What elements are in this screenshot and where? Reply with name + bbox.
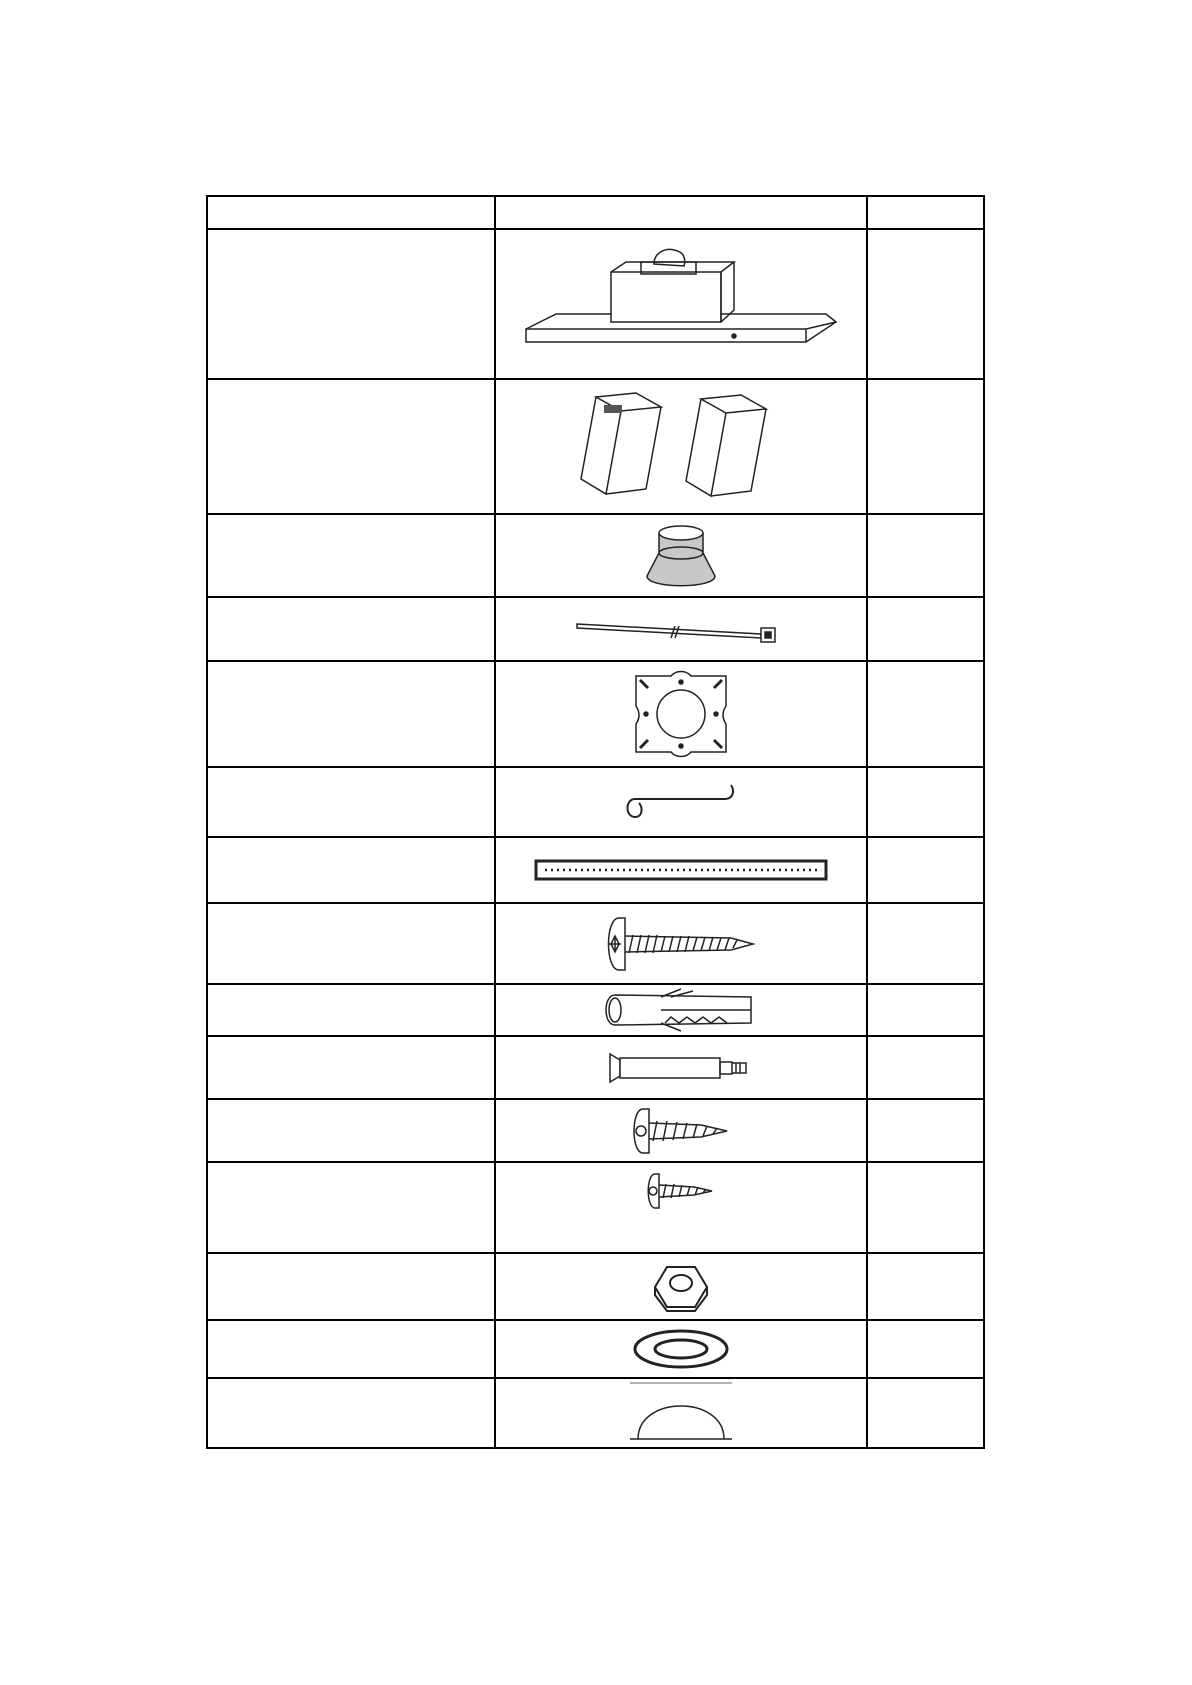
header-row [207, 196, 984, 229]
part-name [207, 1378, 495, 1448]
part-name [207, 767, 495, 837]
wall-plug-icon [601, 987, 761, 1033]
part-quantity [867, 837, 984, 903]
table-row [207, 1036, 984, 1099]
header-quantity [867, 196, 984, 229]
table-row [207, 661, 984, 767]
cable-tie-icon [571, 612, 791, 646]
part-name [207, 597, 495, 661]
part-name [207, 1253, 495, 1320]
table-row [207, 1378, 984, 1448]
table-row [207, 229, 984, 379]
table-row [207, 984, 984, 1036]
part-name [207, 837, 495, 903]
part-quantity [867, 1253, 984, 1320]
part-name [207, 1036, 495, 1099]
part-quantity [867, 229, 984, 379]
table-row [207, 1253, 984, 1320]
part-quantity [867, 1320, 984, 1378]
part-quantity [867, 379, 984, 514]
table-row [207, 767, 984, 837]
part-quantity [867, 767, 984, 837]
part-quantity [867, 514, 984, 597]
table-row [207, 514, 984, 597]
part-name [207, 903, 495, 984]
part-name [207, 229, 495, 379]
hook-icon [621, 777, 741, 827]
part-quantity [867, 903, 984, 984]
table-row [207, 379, 984, 514]
hood-body-icon [516, 244, 846, 364]
parts-list-table [206, 195, 985, 1449]
header-picture [495, 196, 867, 229]
wood-screw-icon [631, 1105, 731, 1157]
small-screw-icon [646, 1171, 716, 1211]
table-row [207, 837, 984, 903]
header-name [207, 196, 495, 229]
part-quantity [867, 661, 984, 767]
duct-adapter-icon [641, 521, 721, 591]
part-quantity [867, 1162, 984, 1253]
part-quantity [867, 1378, 984, 1448]
table-row [207, 1320, 984, 1378]
washer-icon [631, 1327, 731, 1371]
expansion-bolt-icon [606, 1048, 756, 1088]
part-name [207, 379, 495, 514]
table-row [207, 1162, 984, 1253]
part-name [207, 1320, 495, 1378]
part-name [207, 984, 495, 1036]
part-quantity [867, 597, 984, 661]
part-name [207, 514, 495, 597]
dome-cap-icon [626, 1381, 736, 1445]
part-quantity [867, 1099, 984, 1162]
perforated-strip-icon [533, 856, 829, 884]
mounting-plate-icon [626, 666, 736, 762]
chimney-covers-icon [566, 389, 796, 504]
part-name [207, 661, 495, 767]
table-row [207, 1099, 984, 1162]
part-quantity [867, 1036, 984, 1099]
part-name [207, 1099, 495, 1162]
part-name [207, 1162, 495, 1253]
long-screw-icon [601, 914, 761, 974]
hex-nut-icon [653, 1261, 709, 1313]
table-row [207, 903, 984, 984]
table-row [207, 597, 984, 661]
part-quantity [867, 984, 984, 1036]
